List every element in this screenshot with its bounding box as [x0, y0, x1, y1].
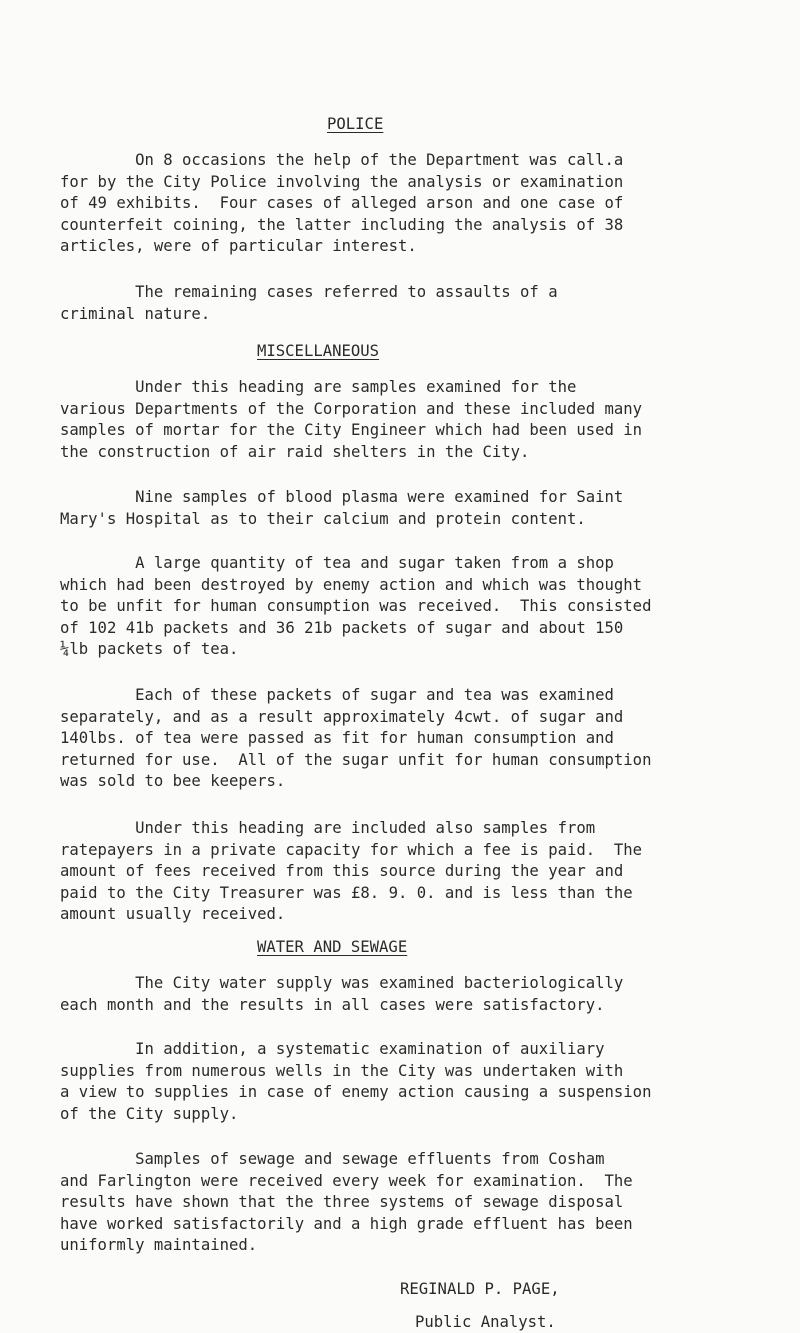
- text-line: uniformly maintained.: [60, 1236, 258, 1254]
- text-line: ratepayers in a private capacity for which a fee is paid. The: [60, 840, 643, 859]
- text-line: a view to supplies in case of enemy action causing a suspension: [60, 1083, 652, 1101]
- text-line: paid to the City Treasurer was £8. 9. 0. and is less than the: [60, 883, 633, 902]
- text-line: which had been destroyed by enemy action and which was thought: [60, 575, 643, 594]
- section-heading-miscellaneous: MISCELLANEOUS: [257, 342, 380, 360]
- section-heading-police: POLICE: [327, 115, 384, 133]
- paragraph: [60, 818, 780, 926]
- paragraph: [60, 282, 780, 325]
- text-line: The remaining cases referred to assaults of a: [60, 283, 558, 301]
- text-line: Under this heading are included also samples from: [60, 819, 596, 837]
- text-line: Each of these packets of sugar and tea was examined: [60, 686, 614, 704]
- text-line: amount of fees received from this source during the year and: [60, 862, 624, 880]
- text-line: Under this heading are samples examined for the: [60, 378, 577, 396]
- signature-title: Public Analyst.: [415, 1313, 556, 1331]
- paragraph: [60, 377, 780, 463]
- paragraph: [60, 150, 780, 258]
- paragraph: [60, 973, 780, 1016]
- section-heading-water-and-sewage: WATER AND SEWAGE: [257, 938, 408, 956]
- text-line: Nine samples of blood plasma were examined for Saint: [60, 488, 624, 506]
- text-line: of the City supply.: [60, 1104, 239, 1123]
- text-line: of 49 exhibits. Four cases of alleged arson and one case of: [60, 194, 624, 212]
- text-line: On 8 occasions the help of the Department was call.a: [60, 151, 624, 169]
- text-line: Mary's Hospital as to their calcium and protein content.: [60, 509, 586, 528]
- text-line: for by the City Police involving the analysis or examination: [60, 172, 624, 191]
- paragraph: [60, 1039, 780, 1125]
- paragraph: [60, 553, 780, 661]
- paragraph: [60, 1149, 780, 1257]
- text-line: In addition, a systematic examination of auxiliary: [60, 1040, 605, 1058]
- signature-name: REGINALD P. PAGE,: [400, 1280, 560, 1298]
- text-line: criminal nature.: [60, 304, 211, 323]
- text-line: ¼lb packets of tea.: [60, 640, 239, 658]
- text-line: A large quantity of tea and sugar taken from a shop: [60, 554, 614, 572]
- text-line: returned for use. All of the sugar unfit for human consumption: [60, 750, 652, 769]
- text-line: results have shown that the three systems of sewage disposal: [60, 1193, 624, 1211]
- text-line: Samples of sewage and sewage effluents from Cosham: [60, 1150, 605, 1168]
- text-line: articles, were of particular interest.: [60, 237, 417, 255]
- text-line: each month and the results in all cases were satisfactory.: [60, 995, 605, 1014]
- text-line: counterfeit coining, the latter including the analysis of 38: [60, 215, 624, 234]
- text-line: was sold to bee keepers.: [60, 772, 286, 790]
- text-line: the construction of air raid shelters in the City.: [60, 442, 530, 461]
- text-line: various Departments of the Corporation and these included many: [60, 399, 643, 418]
- text-line: 140lbs. of tea were passed as fit for human consumption and: [60, 729, 614, 747]
- text-line: have worked satisfactorily and a high grade effluent has been: [60, 1214, 633, 1233]
- text-line: supplies from numerous wells in the City was undertaken with: [60, 1061, 624, 1080]
- text-line: of 102 41b packets and 36 21b packets of sugar and about 150: [60, 618, 624, 637]
- paragraph: [60, 685, 780, 793]
- text-line: The City water supply was examined bacteriologically: [60, 974, 624, 992]
- text-line: and Farlington were received every week for examination. The: [60, 1171, 633, 1190]
- paragraph: [60, 487, 780, 530]
- text-line: separately, and as a result approximately 4cwt. of sugar and: [60, 707, 624, 726]
- text-line: to be unfit for human consumption was received. This consisted: [60, 597, 652, 615]
- text-line: amount usually received.: [60, 905, 286, 923]
- text-line: samples of mortar for the City Engineer which had been used in: [60, 421, 643, 439]
